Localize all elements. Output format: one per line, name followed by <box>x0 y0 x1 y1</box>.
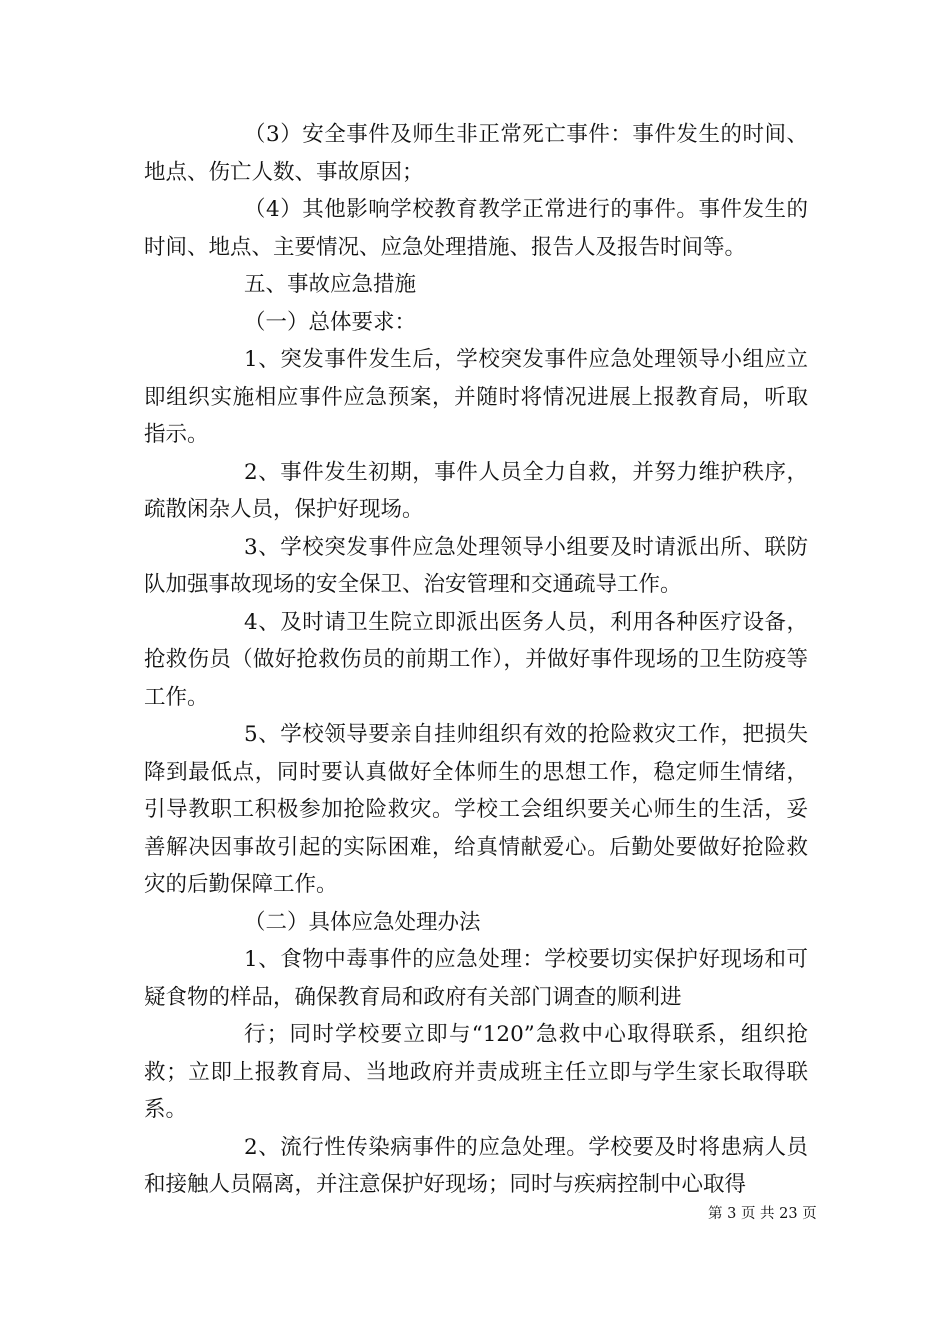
paragraph-item-5: 5、学校领导要亲自挂帅组织有效的抢险救灾工作，把损失降到最低点，同时要认真做好全体师生的思想工作，稳定师生情绪，引导教职工积极参加抢险救灾。学校工会组织要关心师生的生活，妥善解决因事故引起的实际困难，给真情献爱心。后勤处要做好抢险救灾的后勤保障工作。 <box>144 722 808 897</box>
section-heading-emergency-measures: 五、事故应急措施 <box>244 272 417 297</box>
document-body <box>144 116 808 1204</box>
subsection-heading-specific-measures: （二）具体应急处理办法 <box>244 909 481 935</box>
page-number-footer: 第 3 页 共 23 页 <box>708 1206 817 1222</box>
paragraph-item-4: 4、及时请卫生院立即派出医务人员，利用各种医疗设备，抢救伤员（做好抢救伤员的前期工作），并做好事件现场的卫生防疫等工作。 <box>144 609 808 710</box>
paragraph-safety-events: （3）安全事件及师生非正常死亡事件：事件发生的时间、地点、伤亡人数、事故原因； <box>144 122 808 185</box>
paragraph-food-poisoning-part1: 1、食物中毒事件的应急处理：学校要切实保护好现场和可疑食物的样品，确保教育局和政府有关部门调查的顺利进 <box>144 947 808 1010</box>
paragraph-other-events: （4）其他影响学校教育教学正常进行的事件。事件发生的时间、地点、主要情况、应急处理措施、报告人及报告时间等。 <box>144 197 808 260</box>
subsection-heading-general-requirements: （一）总体要求： <box>244 309 417 335</box>
paragraph-item-3: 3、学校突发事件应急处理领导小组要及时请派出所、联防队加强事故现场的安全保卫、治安管理和交通疏导工作。 <box>144 534 808 597</box>
paragraph-item-2: 2、事件发生初期，事件人员全力自救，并努力维护秩序，疏散闲杂人员，保护好现场。 <box>144 459 808 522</box>
paragraph-item-1: 1、突发事件发生后，学校突发事件应急处理领导小组应立即组织实施相应事件应急预案，并随时将情况进展上报教育局，听取指示。 <box>144 347 808 447</box>
paragraph-food-poisoning-part2: 行；同时学校要立即与“120”急救中心取得联系，组织抢救；立即上报教育局、当地政府并责成班主任立即与学生家长取得联系。 <box>144 1022 808 1122</box>
paragraph-infectious-disease: 2、流行性传染病事件的应急处理。学校要及时将患病人员和接触人员隔离，并注意保护好现场；同时与疾病控制中心取得 <box>144 1134 808 1197</box>
